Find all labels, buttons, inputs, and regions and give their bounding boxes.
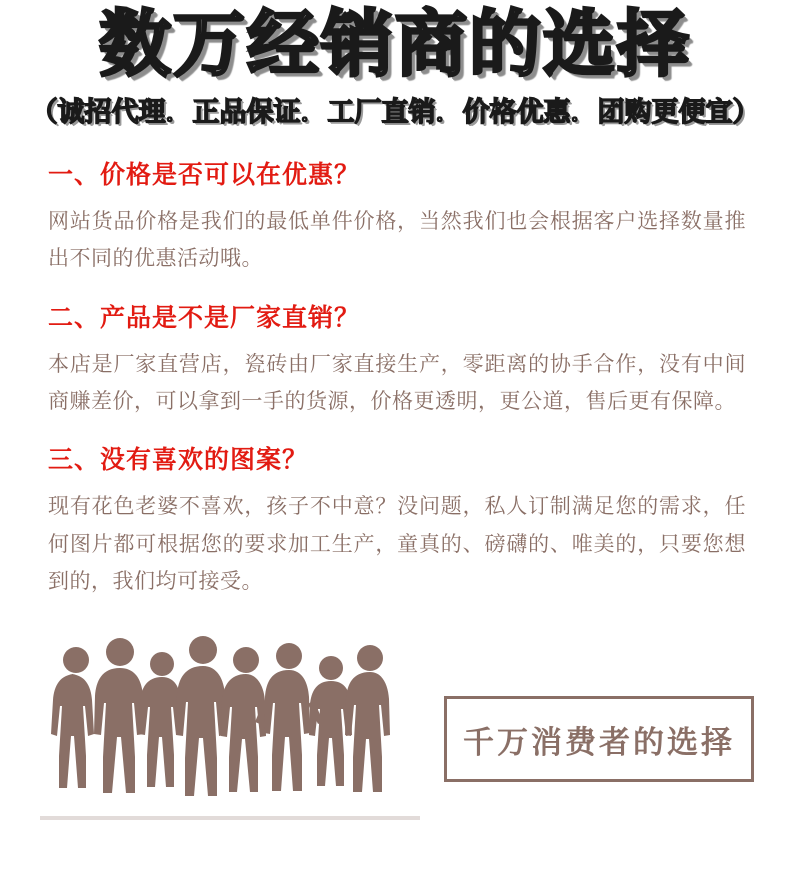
footer-artwork	[0, 620, 790, 820]
faq-question: 二、产品是不是厂家直销？	[48, 302, 361, 332]
faq-item	[48, 298, 746, 421]
banner-header	[0, 0, 790, 129]
slogan-badge	[444, 696, 754, 782]
banner-subtitle: （诚招代理．正品保证．工厂直销．价格优惠．团购更便宜）	[30, 96, 760, 128]
faq-question: 一、价格是否可以在优惠？	[48, 159, 361, 189]
faq-answer: 本店是厂家直营店，瓷砖由厂家直接生产，零距离的协手合作，没有中间商赚差价，可以拿到一手的货源，价格更透明，更公道，售后更有保障。	[48, 351, 746, 413]
slogan-text: 千万消费者的选择	[463, 724, 735, 761]
faq-answer: 网站货品价格是我们的最低单件价格，当然我们也会根据客户选择数量推出不同的优惠活动哦。	[48, 208, 746, 271]
faq-item	[48, 155, 746, 278]
faq-answer: 现有花色老婆不喜欢，孩子不中意？没问题，私人订制满足您的需求，任何图片都可根据您的要求加工生产，童真的、磅礴的、唯美的，只要您想到的，我们均可接受。	[48, 494, 746, 593]
faq-list	[0, 155, 790, 601]
faq-item	[48, 440, 746, 600]
faq-question: 三、没有喜欢的图案？	[48, 445, 309, 475]
page-title: 数万经销商的选择	[98, 2, 691, 86]
crowd-silhouette-icon	[40, 630, 420, 820]
